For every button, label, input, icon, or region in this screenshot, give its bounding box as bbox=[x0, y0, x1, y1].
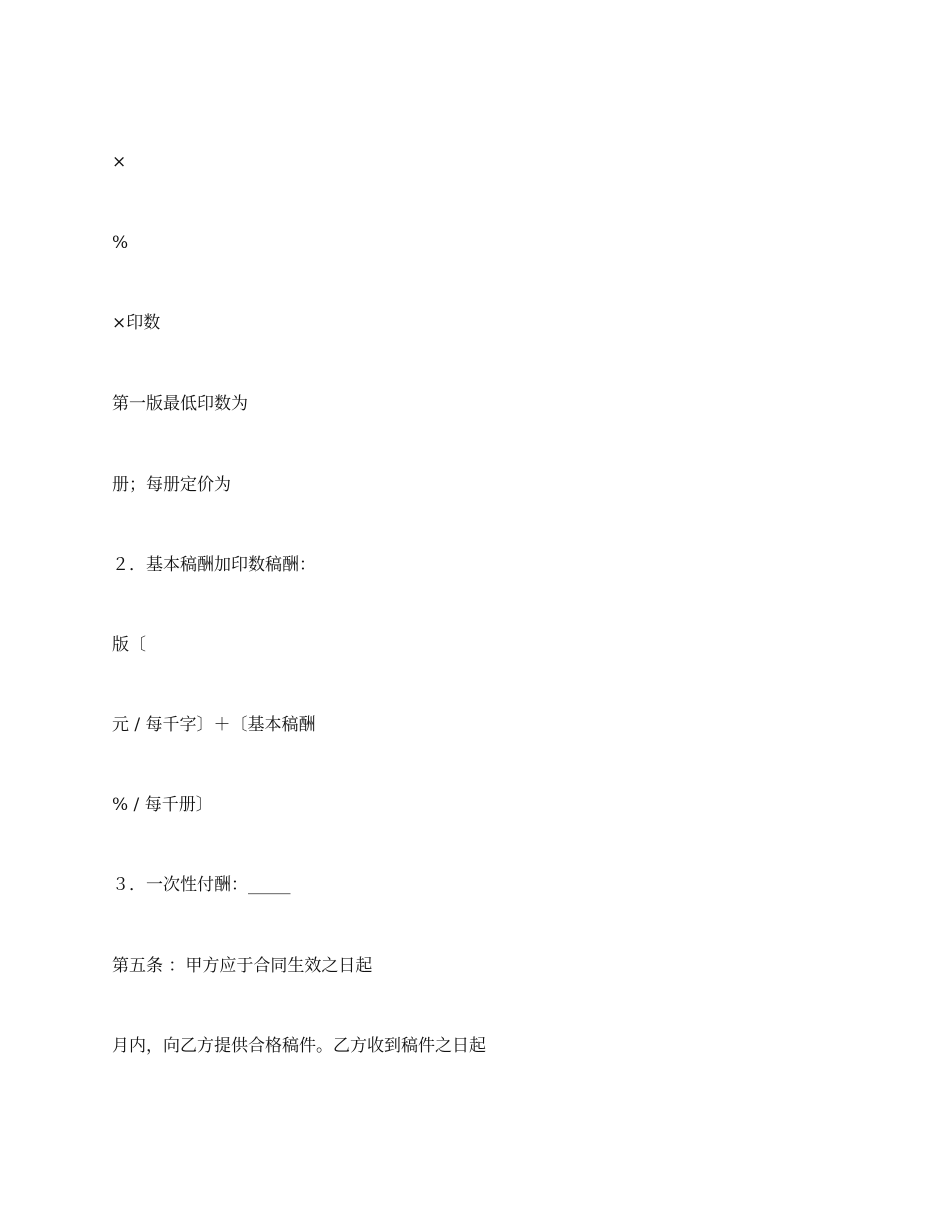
text-line-unit-price: 册；每册定价为 bbox=[112, 475, 231, 495]
text-line-clause-2-heading: ２．基本稿酬加印数稿酬： bbox=[112, 555, 316, 575]
text-line-per-thousand-words: 元 / 每千字〕＋〔基本稿酬 bbox=[112, 715, 316, 735]
text-line-per-thousand-copies: % / 每千册〕 bbox=[112, 795, 213, 815]
text-line-clause-3-lump-sum: ３．一次性付酬：_____ bbox=[112, 875, 291, 895]
text-line-article-5: 第五条 ：甲方应于合同生效之日起 bbox=[112, 956, 373, 976]
text-line-min-print-run: 第一版最低印数为 bbox=[112, 394, 248, 414]
text-line-print-count: ×印数 bbox=[112, 313, 161, 333]
text-line-multiply: × bbox=[112, 152, 127, 172]
text-line-article-5-cont: 月内，向乙方提供合格稿件。乙方收到稿件之日起 bbox=[112, 1036, 486, 1056]
text-line-edition: 版〔 bbox=[112, 635, 146, 655]
text-line-percent: % bbox=[112, 233, 129, 253]
